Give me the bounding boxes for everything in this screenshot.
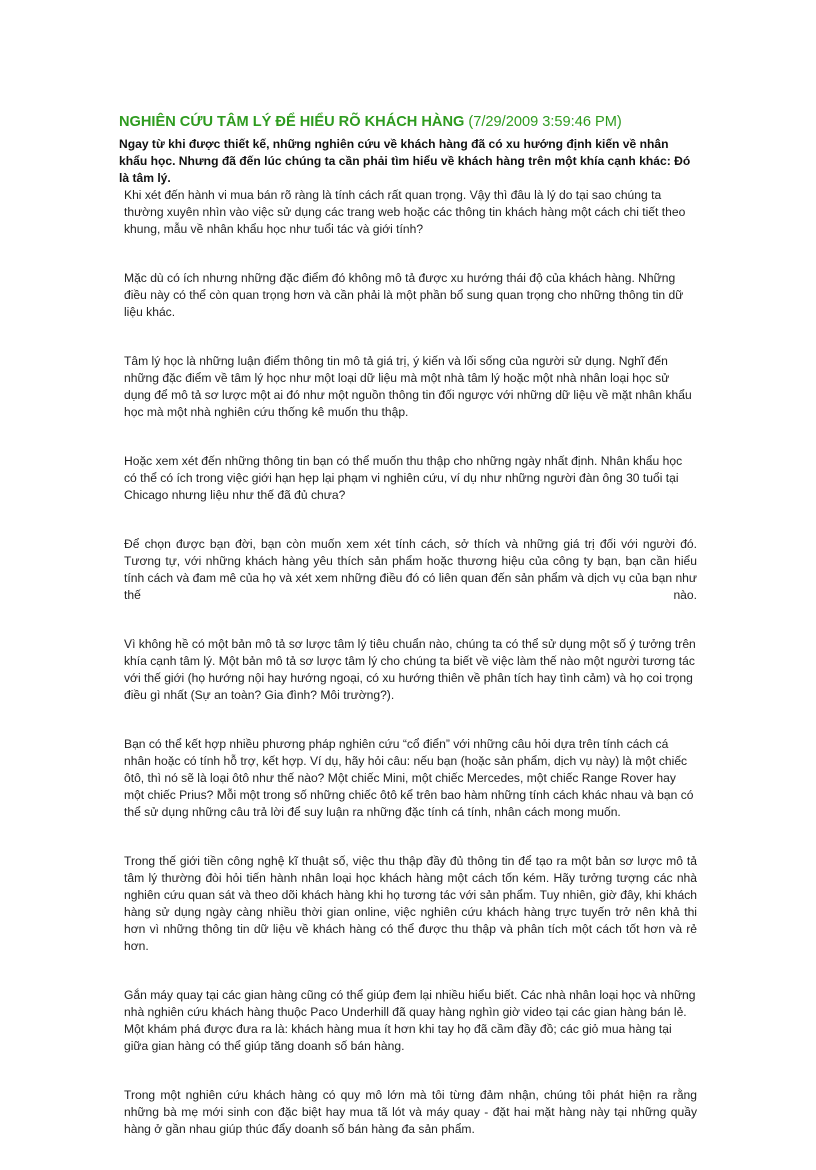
paragraph: Gắn máy quay tại các gian hàng cũng có thể giúp đem lại nhiều hiểu biết. Các nhà nhân loại học và những nhà nghiên cứu khách hàng thuộc Paco Underhill đã quay hàng nghìn giờ video tại các gian hàng bán lẻ. Một khám phá được đưa ra là: khách hàng mua ít hơn khi tay họ đã cầm đầy đồ; các giỏ mua hàng tại giữa gian hàng có thể giúp tăng doanh số bán hàng. [124, 988, 696, 1053]
paragraph: Hoặc xem xét đến những thông tin bạn có thể muốn thu thập cho những ngày nhất định. Nhân khẩu học có thể có ích trong việc giới hạn hẹp lại phạm vi nghiên cứu, ví dụ như những người đàn ông 30 tuổi tại Chicago nhưng liệu như thế đã đủ chưa? [124, 454, 683, 502]
paragraph: Trong một nghiên cứu khách hàng có quy mô lớn mà tôi từng đảm nhận, chúng tôi phát hiện ra rằng những bà mẹ mới sinh con đặc biệt hay mua tã lót và máy quay - đặt hai mặt hàng này tại những quầy hàng ở gần nhau giúp thúc đẩy doanh số bán hàng đa sản phẩm. [124, 1088, 697, 1136]
article-title-text: NGHIÊN CỨU TÂM LÝ ĐỂ HIỂU RÕ KHÁCH HÀNG [119, 114, 465, 130]
article-timestamp: (7/29/2009 3:59:46 PM) [468, 114, 622, 130]
article-body [124, 187, 697, 1170]
paragraph: Trong thế giới tiền công nghệ kĩ thuật số, việc thu thập đầy đủ thông tin để tạo ra một bản sơ lược mô tả tâm lý thường đòi hỏi tiến hành nhân loại học khách hàng một cách tốn kém. Hãy tưởng tượng các nhà nghiên cứu quan sát và theo dõi khách hàng khi họ tương tác với sản phẩm. Tuy nhiên, giờ đây, khi khách hàng sử dụng ngày càng nhiều thời gian online, việc nghiên cứu khách hàng trực tuyến trở nên khả thi hơn vì những thông tin dữ liệu về khách hàng có thể được thu thập và phân tích một cách tốt hơn và rẻ hơn. [124, 854, 697, 953]
paragraph: Để chọn được bạn đời, bạn còn muốn xem xét tính cách, sở thích và những giá trị đối với người đó. Tương tự, với những khách hàng yêu thích sản phẩm hoặc thương hiệu của công ty bạn, bạn cần hiểu tính cách và đam mê của họ và xét xem những điều đó có liên quan đến sản phẩm và dịch vụ của bạn như thế nào. [124, 537, 697, 602]
paragraph: Mặc dù có ích nhưng những đặc điểm đó không mô tả được xu hướng thái độ của khách hàng. Những điều này có thể còn quan trọng hơn và cần phải là một phần bổ sung quan trọng cho những thông tin dữ liệu khác. [124, 271, 684, 319]
paragraph: Khi xét đến hành vi mua bán rõ ràng là tính cách rất quan trọng. Vậy thì đâu là lý do tại sao chúng ta thường xuyên nhìn vào việc sử dụng các trang web hoặc các thông tin khách hàng một cách chi tiết theo khung, mẫu về nhân khẩu học như tuổi tác và giới tính? [124, 188, 686, 236]
paragraph: Vì không hề có một bản mô tả sơ lược tâm lý tiêu chuẩn nào, chúng ta có thể sử dụng một số ý tưởng trên khía cạnh tâm lý. Một bản mô tả sơ lược tâm lý cho chúng ta biết về việc làm thế nào một người tương tác với thế giới (họ hướng nội hay hướng ngoại, có xu hướng thiên về phân tích hay tình cảm) và họ coi trọng điều gì nhất (Sự an toàn? Gia đình? Môi trường?). [124, 637, 696, 702]
paragraph: Tâm lý học là những luận điểm thông tin mô tả giá trị, ý kiến và lối sống của người sử dụng. Nghĩ đến những đặc điểm về tâm lý học như một loại dữ liệu mà một nhà tâm lý hoặc một nhà nhân loại học sử dụng để mô tả sơ lược một ai đó như một nguồn thông tin đối ngược với những dữ liệu về mặt nhân khẩu học mà một nhà nghiên cứu thống kê muốn thu thập. [124, 354, 692, 419]
article-lead: Ngay từ khi được thiết kế, những nghiên cứu về khách hàng đã có xu hướng định kiến về nhân khẩu học. Nhưng đã đến lúc chúng ta cần phải tìm hiểu về khách hàng trên một khía cạnh khác: Đó là tâm lý. [119, 137, 691, 185]
article-title [119, 113, 719, 131]
paragraph: Bạn có thể kết hợp nhiều phương pháp nghiên cứu “cổ điển” với những câu hỏi dựa trên tính cách cá nhân hoặc có tính hỗ trợ, kết hợp. Ví dụ, hãy hỏi câu: nếu bạn (hoặc sản phẩm, dịch vụ này) là một chiếc ôtô, thì nó sẽ là loại ôtô như thế nào? Một chiếc Mini, một chiếc Mercedes, một chiếc Range Rover hay một chiếc Prius? Mỗi một trong số những chiếc ôtô kể trên bao hàm những tính cách khác nhau và bạn có thể sử dụng những câu trả lời để suy luận ra những đặc tính cá tính, nhân cách mong muốn. [124, 737, 694, 819]
